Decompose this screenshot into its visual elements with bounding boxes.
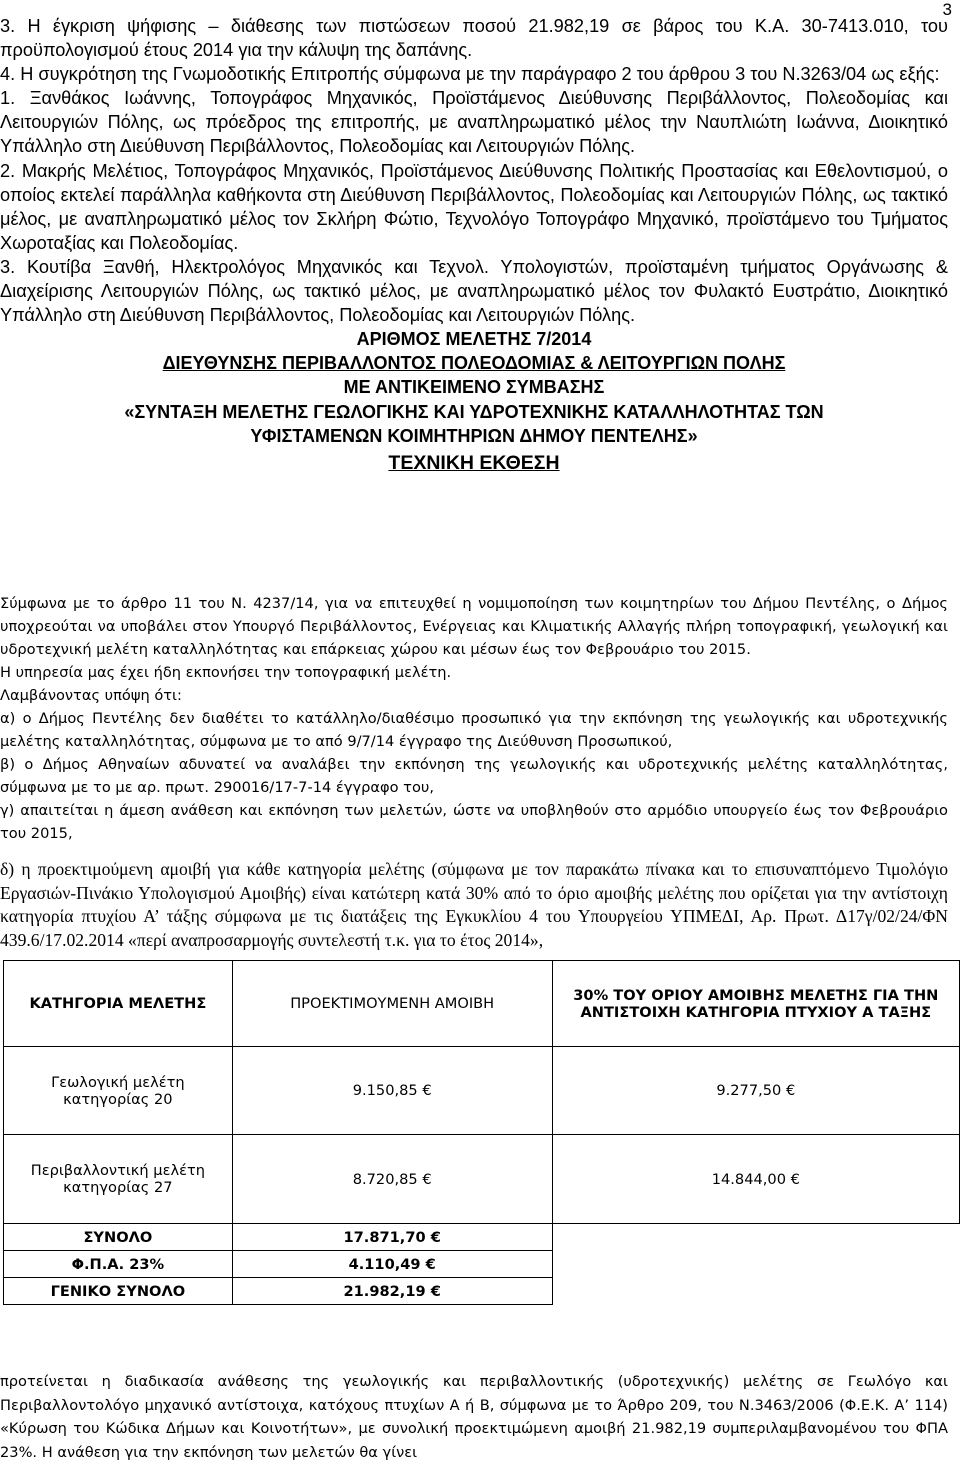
subject-title: ΜΕ ΑΝΤΙΚΕΙΜΕΝΟ ΣΥΜΒΑΣΗΣ — [343, 377, 605, 398]
table-row-grand-total — [4, 1278, 960, 1305]
euro-sign: € — [425, 1255, 436, 1273]
technical-report-heading: ΤΕΧΝΙΚΗ ΕΚΘΕΣΗ — [388, 451, 560, 474]
euro-sign: € — [430, 1228, 441, 1246]
vat-value: 4.110,49 € — [232, 1251, 552, 1278]
table-header-limit: 30% ΤΟΥ ΟΡΙΟΥ ΑΜΟΙΒΗΣ ΜΕΛΕΤΗΣ ΓΙΑ ΤΗΝ ΑΝΤΙΣΤΟΙΧΗ ΚΑΤΗΓΟΡΙΑ ΠΤΥΧΙΟΥ Α ΤΑΞΗΣ — [552, 961, 959, 1047]
report-point-c: γ) απαιτείται η άμεση ανάθεση και εκπόνηση των μελετών, ώστε να υποβληθούν στο αρμόδιο υπουργείο έως τον Φεβρουάριο του 2015, — [0, 802, 948, 842]
study-number-title: ΑΡΙΘΜΟΣ ΜΕΛΕΤΗΣ 7/2014 — [356, 329, 592, 350]
closing-paragraph: προτείνεται η διαδικασία ανάθεσης της γεωλογικής και περιβαλλοντικής (υδροτεχνικής) μελέτης σε Γεωλόγο και Περιβαλλοντολόγο μηχανικό αντίστοιχα, κατόχους πτυχίων Α ή Β, σύμφωνα με το Άρθρο 209, του Ν.3463/2006 (Φ.Ε.Κ. Α’ 114) «Κύρωση του Κώδικα Δήμων και Κοινοτήτων», με συνολική προεκτιμώμενη αμοιβή 21.982,19 συμπεριλαμβανομένου του ΦΠΑ 23%. Η ανάθεση για την εκπόνηση των μελετών θα γίνει — [0, 1373, 948, 1461]
total-value: 17.871,70 € — [232, 1224, 552, 1251]
decision-item-4: 4. Η συγκρότηση της Γνωμοδοτικής Επιτροπής σύμφωνα με την παράγραφο 2 του άρθρου 3 του Ν.3263/04 ως εξής: — [0, 64, 940, 85]
committee-member-1: 1. Ξανθάκος Ιωάννης, Τοπογράφος Μηχανικός, Προϊστάμενος Διεύθυνσης Περιβάλλοντος, Πολεοδομίας και Λειτουργιών Πόλης, ως πρόεδρος της επιτροπής, με αναπληρωματικό μέλος την Ναυπλιώτη Ιωάννα, Διοικητικό Υπάλληλο στη Διεύθυνση Περιβάλλοντος, Πολεοδομίας και Λειτουργιών Πόλης. — [0, 88, 948, 157]
euro-sign: € — [790, 1170, 800, 1188]
euro-sign: € — [785, 1082, 796, 1099]
report-point-d-section — [0, 858, 948, 952]
report-paragraph-2: Η υπηρεσία μας έχει ήδη εκπονήσει την τοπογραφική μελέτη. — [0, 664, 452, 681]
vat-label: Φ.Π.Α. 23% — [4, 1251, 233, 1278]
intro-section — [0, 14, 948, 476]
euro-sign: € — [430, 1282, 441, 1300]
row-limit: 9.277,50 € — [552, 1047, 959, 1135]
euro-sign: € — [422, 1170, 432, 1188]
study-title-line-1: «ΣΥΝΤΑΞΗ ΜΕΛΕΤΗΣ ΓΕΩΛΟΓΙΚΗΣ ΚΑΙ ΥΔΡΟΤΕΧΝΙΚΗΣ ΚΑΤΑΛΛΗΛΟΤΗΤΑΣ ΤΩΝ — [124, 401, 824, 422]
directorate-title: ΔΙΕΥΘΥΝΣΗΣ ΠΕΡΙΒΑΛΛΟΝΤΟΣ ΠΟΛΕΟΔΟΜΙΑΣ & ΛΕΙΤΟΥΡΓΙΩΝ ΠΟΛΗΣ — [162, 353, 786, 374]
euro-sign: € — [422, 1082, 432, 1099]
report-section — [0, 592, 948, 845]
grand-total-label: ΓΕΝΙΚΟ ΣΥΝΟΛΟ — [4, 1278, 233, 1305]
row-fee: 8.720,85 € — [232, 1135, 552, 1224]
committee-member-3: 3. Κουτίβα Ξανθή, Ηλεκτρολόγος Μηχανικός και Τεχνολ. Υπολογιστών, προϊσταμένη τμήματος Οργάνωσης & Διαχείρισης Λειτουργιών Πόλης, ως τακτικό μέλος, με αναπληρωματικό μέλος τον Φυλακτό Ευστράτιο, Διοικητικό Υπάλληλο στη Διεύθυνση Περιβάλλοντος, Πολεοδομίας και Λειτουργιών Πόλης. — [0, 256, 948, 326]
decision-item-3: 3. Η έγκριση ψήφισης – διάθεσης των πιστώσεων ποσού 21.982,19 σε βάρος του Κ.Α. 30-7413.010, του προϋπολογισμού έτους 2014 για την κάλυψη της δαπάνης. — [0, 16, 948, 61]
row-limit: 14.844,00 € — [552, 1135, 959, 1224]
table-header-fee: ΠΡΟΕΚΤΙΜΟΥΜΕΝΗ ΑΜΟΙΒΗ — [232, 961, 552, 1047]
report-point-d: δ) η προεκτιμούμενη αμοιβή για κάθε κατηγορία μελέτης (σύμφωνα με τον παρακάτω πίνακα και το επισυναπτόμενο Τιμολόγιο Εργασιών-Πινάκιο Υπολογισμού Αμοιβής) είναι κατώτερη κατά 30% από το όριο αμοιβής μελέτης που ορίζεται για την αντίστοιχη κατηγορία πτυχίου Α’ τάξης σύμφωνα με τις διατάξεις της Εγκυκλίου 4 του Υπουργείου ΥΠΜΕΔΙ, Αρ. Πρωτ. Δ17γ/02/24/ΦΝ 439.6/17.02.2014 «περί αναπροσαρμογής συντελεστή τ.κ. για το έτος 2014», — [0, 859, 948, 950]
page-number: 3 — [942, 0, 952, 19]
study-title-line-2: ΥΦΙΣΤΑΜΕΝΩΝ ΚΟΙΜΗΤΗΡΙΩΝ ΔΗΜΟΥ ΠΕΝΤΕΛΗΣ» — [250, 425, 698, 446]
report-paragraph-3: Λαμβάνοντας υπόψη ότι: — [0, 687, 182, 704]
row-fee: 9.150,85 € — [232, 1047, 552, 1135]
grand-total-value: 21.982,19 € — [232, 1278, 552, 1305]
row-category: Περιβαλλοντική μελέτη κατηγορίας 27 — [4, 1135, 233, 1224]
report-point-b: β) ο Δήμος Αθηναίων αδυνατεί να αναλάβει την εκπόνηση της γεωλογικής και υδροτεχνικής μελέτης καταλληλότητας, σύμφωνα με το με αρ. πρωτ. 290016/17-7-14 έγγραφο του, — [0, 756, 948, 796]
fee-table — [3, 960, 960, 1305]
table-row — [4, 1047, 960, 1135]
committee-member-2: 2. Μακρής Μελέτιος, Τοπογράφος Μηχανικός, Προϊστάμενος Διεύθυνσης Πολιτικής Προστασίας και Εθελοντισμού, ο οποίος εκτελεί παράλληλα καθήκοντα στη Διεύθυνση Περιβάλλοντος, Πολεοδομίας και Λειτουργιών Πόλης, ως τακτικό μέλος, με αναπληρωματικό μέλος τον Σκλήρη Φώτιο, Τεχνολόγο Τοπογράφο Μηχανικό, προϊστάμενο του Τμήματος Χωροταξίας και Πολεοδομίας. — [0, 160, 948, 253]
table-row — [4, 1135, 960, 1224]
row-category: Γεωλογική μελέτη κατηγορίας 20 — [4, 1047, 233, 1135]
report-point-a: α) ο Δήμος Πεντέλης δεν διαθέτει το κατάλληλο/διαθέσιμο προσωπικό για την εκπόνηση της γεωλογικής και υδροτεχνικής μελέτης καταλληλότητας, σύμφωνα με το από 9/7/14 έγγραφο της Διεύθυνση Προσωπικού, — [0, 710, 948, 750]
total-label: ΣΥΝΟΛΟ — [4, 1224, 233, 1251]
table-row-total — [4, 1224, 960, 1251]
table-row-vat — [4, 1251, 960, 1278]
report-paragraph-1: Σύμφωνα με το άρθρο 11 του Ν. 4237/14, για να επιτευχθεί η νομιμοποίηση των κοιμητηρίων του Δήμου Πεντέλης, ο Δήμος υποχρεούται να υποβάλει στον Υπουργό Περιβάλλοντος, Ενέργειας και Κλιματικής Αλλαγής πλήρη τοπογραφική, γεωλογική και υδροτεχνική μελέτη καταλληλότητας και επάρκειας χώρου και μέσων έως τον Φεβρουάριο του 2015. — [0, 595, 948, 658]
closing-section — [0, 1370, 948, 1464]
table-header-category: ΚΑΤΗΓΟΡΙΑ ΜΕΛΕΤΗΣ — [4, 961, 233, 1047]
